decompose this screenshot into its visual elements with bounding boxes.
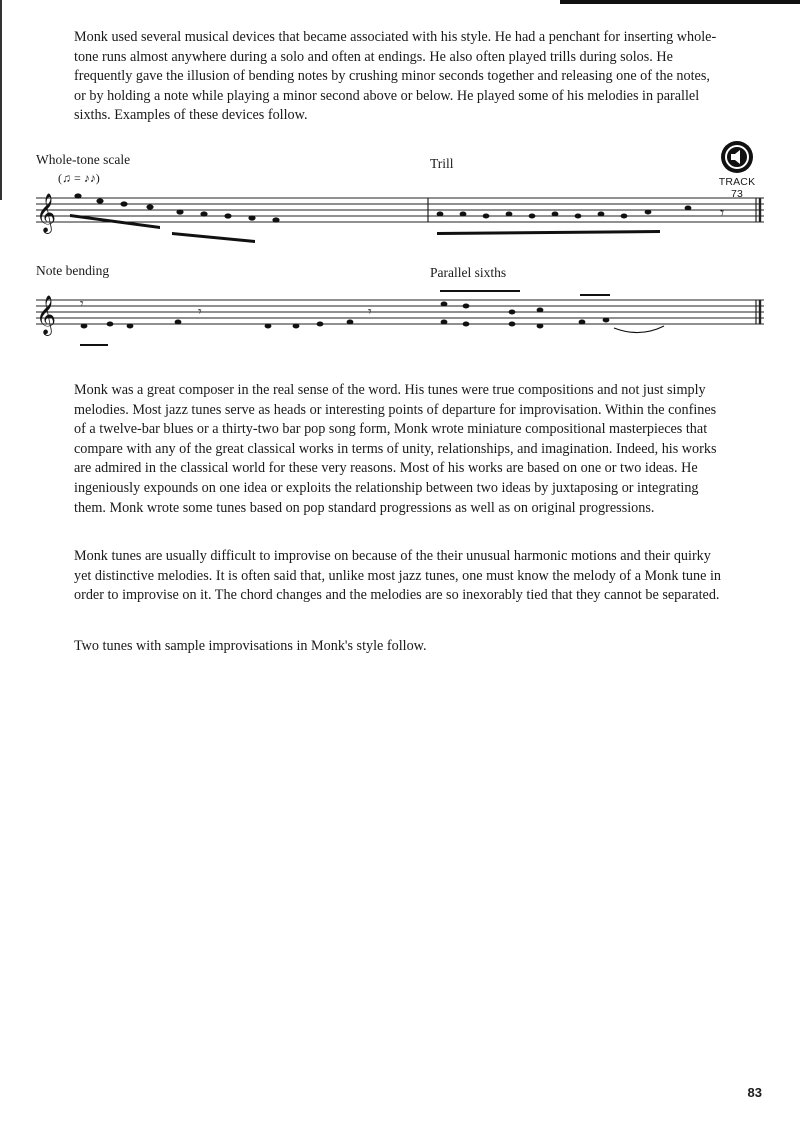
label-parallel-sixths: Parallel sixths	[430, 265, 507, 280]
swing-marking: (♫ = ♪♪)	[58, 171, 100, 185]
svg-text:𝄞: 𝄞	[36, 193, 57, 233]
composer-paragraph: Monk was a great composer in the real sense of the word. His tunes were true compositions and not just simply melodies. Most jazz tunes serve as heads or interesting points of departure for improvisation. Within the confines of a twelve-bar blues or a thirty-two bar pop song form, Monk wrote miniature compositional masterpieces that compare with any of the great classical works in terms of unity, relationships, and imagination. Indeed, his works are admired in the classical world for these very reasons. Most of his works are based on one or two ideas. He ingeniously expounds on one idea or exploits the relationship between two ideas by juxtaposing or integrating them. Monk wrote some tunes based on pop standard progressions as well as on original progressions.	[74, 382, 717, 516]
closing-paragraph: Two tunes with sample improvisations in Monk's style follow.	[74, 638, 427, 654]
label-trill: Trill	[430, 156, 454, 171]
svg-text:𝄾: 𝄾	[198, 305, 202, 320]
improvisation-paragraph: Monk tunes are usually difficult to improvise on because of the their unusual harmonic motions and their quirky yet distinctive melodies. It is often said that, unlike most jazz tunes, one must know the melody of a Monk tune in order to improvise on it. The chord changes and the melodies are so inexorably tied that they cannot be separated.	[74, 548, 721, 604]
svg-text:𝄾: 𝄾	[80, 297, 84, 312]
speaker-icon[interactable]	[720, 140, 754, 174]
track-label: TRACK 73	[718, 176, 756, 200]
svg-text:𝄞: 𝄞	[36, 295, 57, 335]
music-staff-2	[0, 282, 800, 372]
svg-text:𝄾: 𝄾	[720, 205, 725, 222]
svg-text:𝄾: 𝄾	[368, 305, 372, 320]
page-number: 83	[747, 1085, 762, 1100]
label-whole-tone-scale: Whole-tone scale	[36, 152, 131, 167]
intro-paragraph: Monk used several musical devices that became associated with his style. He had a penchant for inserting whole-tone runs almost anywhere during a solo and often at endings. He also often played trills during solos. He frequently gave the illusion of bending notes by crushing minor seconds together and releasing one of the notes, or by holding a note while playing a minor second above or below. He played some of his melodies in parallel sixths. Examples of these devices follow.	[74, 29, 717, 124]
label-note-bending: Note bending	[36, 263, 110, 278]
top-edge-bar	[560, 0, 800, 4]
music-staff-1	[0, 170, 800, 260]
